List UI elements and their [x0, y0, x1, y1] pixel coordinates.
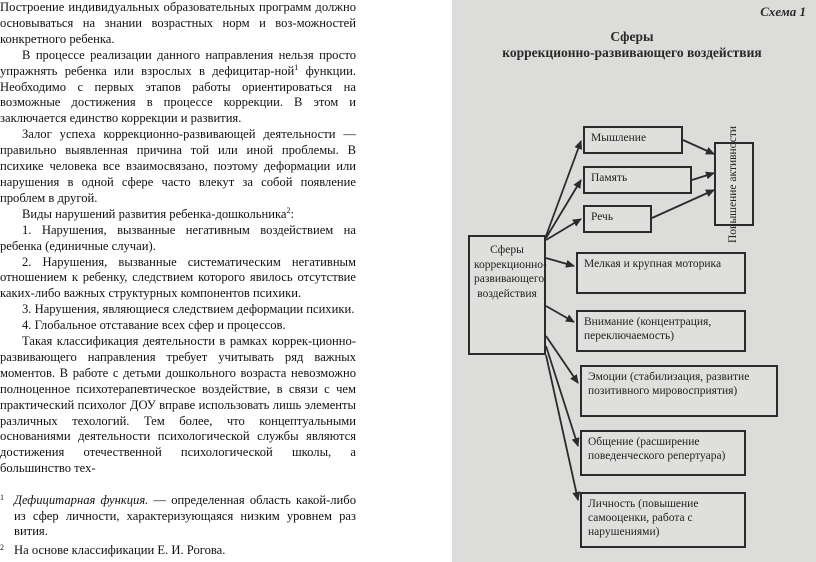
- sphere-box-communication: Общение (расширение поведенческого репертуара): [580, 430, 746, 476]
- footnote-term: Дефицитарная функция.: [14, 493, 149, 507]
- activity-box: Повышение активности: [714, 142, 754, 226]
- paragraph-4: Виды нарушений развития ребенка-дошкольника$^2$:: [22, 205, 295, 221]
- footnote-1: 1 Дефицитарная функция. — определенная область какой-либо из сфер личности, характеризующаяся низким уровнем раз вития.: [0, 493, 357, 539]
- footnote-ref-1[interactable]: 1: [294, 62, 299, 72]
- footnote-ref-2[interactable]: 2: [286, 205, 291, 215]
- paragraph-3: Залог успеха коррекционно-развивающей деятельности — правильно выявленная причина той или иной проблемы. В психике человека все взаимосвязано, поэтому деформации или нарушения в одной сфере часто влекут за собой появление проблем в другой.: [0, 127, 356, 205]
- sphere-box-personality: Личность (повышение самооценки, работа с нарушениями): [580, 492, 746, 548]
- list-item: 3. Нарушения, являющиеся следствием деформации психики.: [22, 302, 355, 317]
- arrow-memory-activity: [692, 173, 714, 180]
- paragraph-5: Такая классификация деятельности в рамках коррек-ционно-развивающего направления требует учитывать ряд важных моментов. В работе с детьми дошкольного возраста невозможно полноценное психотерапевтическое воздействие, в связи с чем практический психолог ДОУ вправе использовать лишь элементы различных техологий. Тем более, что концептуальными основаниями деятельности психологической службы являются достижения отечественной психологической школы, а большинство тех-: [0, 334, 356, 476]
- text-column: [0, 0, 362, 562]
- paragraph-1: Построение индивидуальных образовательных программ должно основываться на знании возрастных норм и воз-можностей конкретного ребенка.: [0, 0, 356, 46]
- arrow-to-attention: [546, 306, 574, 322]
- arrow-to-motor: [546, 258, 574, 266]
- sphere-box-motor: Мелкая и крупная моторика: [576, 252, 746, 294]
- sphere-box-speech: Речь: [583, 205, 652, 233]
- footnote-2: 2 На основе классификации Е. И. Рогова.: [0, 542, 226, 557]
- main-sphere-box: Сферы коррекционно-развивающего воздействия: [468, 235, 546, 355]
- arrow-thinking-activity: [683, 140, 714, 154]
- scheme-figure: [452, 0, 816, 562]
- sphere-box-memory: Память: [583, 166, 692, 194]
- sphere-box-thinking: Мышление: [583, 126, 683, 154]
- paragraph-2: В процессе реализации данного направления нельзя просто упражнять ребенка или взрослых в дефицитар-ной$^1$ функции. Необходимо с первых этапов работы ориентироваться на возможные достижения в процессе коррекции. В этом и заключается единство коррекции и развития.: [0, 47, 356, 126]
- list-item: 4. Глобальное отставание всех сфер и процессов.: [22, 318, 286, 333]
- sphere-box-emotions: Эмоции (стабилизация, развитие позитивного мировосприятия): [580, 365, 778, 417]
- scheme-label: Схема 1: [760, 4, 806, 19]
- list-item: 2. Нарушения, вызванные систематическим негативным отношением к ребенку, следствием которого явилось отсутствие каких-либо важных структурных компонентов психики.: [0, 254, 356, 301]
- footnotes: [0, 493, 356, 561]
- sphere-box-attention: Внимание (концентрация, переключаемость): [576, 310, 746, 352]
- list-item: 1. Нарушения, вызванные негативным воздействием на ребенка (единичные случаи).: [0, 222, 356, 253]
- arrow-speech-activity: [652, 190, 714, 218]
- scheme-title: Сферы коррекционно-развивающего воздействия: [502, 29, 762, 60]
